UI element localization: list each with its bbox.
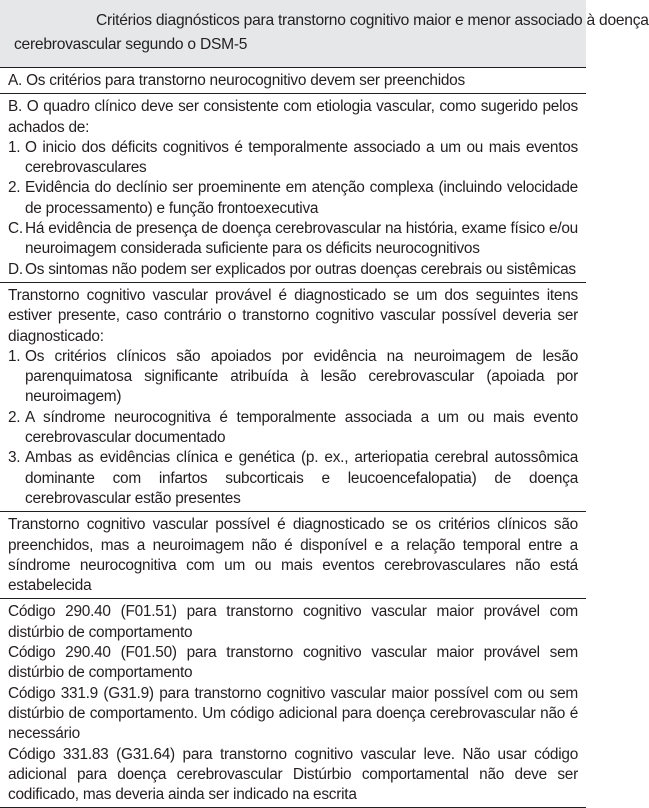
item-number: 1. bbox=[8, 138, 21, 156]
item-number: 1. bbox=[8, 347, 21, 365]
item-text: Os sintomas não podem ser explicados por outras doenças cerebrais ou sistêmicas bbox=[25, 260, 576, 278]
item-number: D. bbox=[8, 260, 23, 278]
table-title bbox=[0, 0, 649, 68]
possible-section bbox=[0, 512, 586, 599]
criterion-a-section bbox=[0, 68, 586, 94]
item-number: C. bbox=[8, 220, 23, 238]
possible-text: Transtorno cognitivo vascular possível é diagnosticado se os critérios clínicos são preenchidos, mas a neuroimagem não é disponível e a relação temporal entre a síndrome neurocognitiva com um ou mais eventos cerebrovasculares não está estabelecida bbox=[8, 516, 578, 595]
item-number: 2. bbox=[8, 179, 21, 197]
probable-item bbox=[8, 347, 578, 408]
code-entry: Código 331.9 (G31.9) para transtorno cognitivo vascular maior possível com ou sem distúrbio de comportamento. Um código adicional para doença cerebrovascular não é necessário bbox=[8, 684, 578, 743]
code-entry: Código 290.40 (F01.50) para transtorno cognitivo vascular maior provável sem distúrbio de comportamento bbox=[8, 644, 578, 682]
item-number: 3. bbox=[8, 449, 21, 467]
criterion-c-item bbox=[8, 219, 578, 260]
criterion-b-item bbox=[8, 138, 578, 179]
probable-intro: Transtorno cognitivo vascular provável é diagnosticado se um dos seguintes itens estiver presente, caso contrário o transtorno cognitivo vascular possível deveria ser diagnosticado: bbox=[8, 286, 578, 345]
item-text: Há evidência de presença de doença cerebrovascular na história, exame físico e/ou neuroimagem considerada suficiente para os déficits neurocognitivos bbox=[25, 220, 578, 258]
criterion-b-intro: B. O quadro clínico deve ser consistente com etiologia vascular, como sugerido pelos achados de: bbox=[8, 98, 578, 136]
title-line-1: Critérios diagnósticos para transtorno cognitivo maior e menor associado à doença bbox=[96, 12, 649, 29]
item-text: O inicio dos déficits cognitivos é temporalmente associado a um ou mais eventos cerebrovasculares bbox=[25, 138, 578, 177]
item-text: Os critérios clínicos são apoiados por evidência na neuroimagem de lesão parenquimatosa significante atribuída à lesão cerebrovascular (apoiada por neuroimagem) bbox=[25, 347, 578, 406]
code-entry: Código 290.40 (F01.51) para transtorno cognitivo vascular maior provável com distúrbio de comportamento bbox=[8, 603, 578, 641]
probable-item bbox=[8, 448, 578, 509]
codes-section bbox=[0, 599, 586, 808]
item-text: A síndrome neurocognitiva é temporalmente associada a um ou mais evento cerebrovascular documentado bbox=[25, 408, 578, 447]
criterion-b-item bbox=[8, 178, 578, 219]
probable-section bbox=[0, 283, 586, 512]
item-text: Evidência do declínio ser proeminente em atenção complexa (incluindo velocidade de processamento) e função frontoexecutiva bbox=[25, 179, 578, 217]
criterion-a-text: A. Os critérios para transtorno neurocognitivo devem ser preenchidos bbox=[8, 72, 465, 89]
title-line-2: cerebrovascular segundo o DSM-5 bbox=[14, 36, 248, 53]
probable-item bbox=[8, 408, 578, 449]
item-text: Ambas as evidências clínica e genética (p. ex., arteriopatia cerebral autossômica dominante com infartos subcorticais e leucoencefalopatia) de doença cerebrovascular estão presentes bbox=[25, 449, 578, 507]
code-entry: Código 331.83 (G31.64) para transtorno cognitivo vascular leve. Não usar código adicional para doença cerebrovascular Distúrbio comportamental não deve ser codificado, mas deveria ainda ser indicado na escrita bbox=[8, 745, 578, 804]
item-number: 2. bbox=[8, 408, 21, 426]
criterion-d-item bbox=[8, 260, 578, 280]
criterion-b-section bbox=[0, 94, 586, 283]
